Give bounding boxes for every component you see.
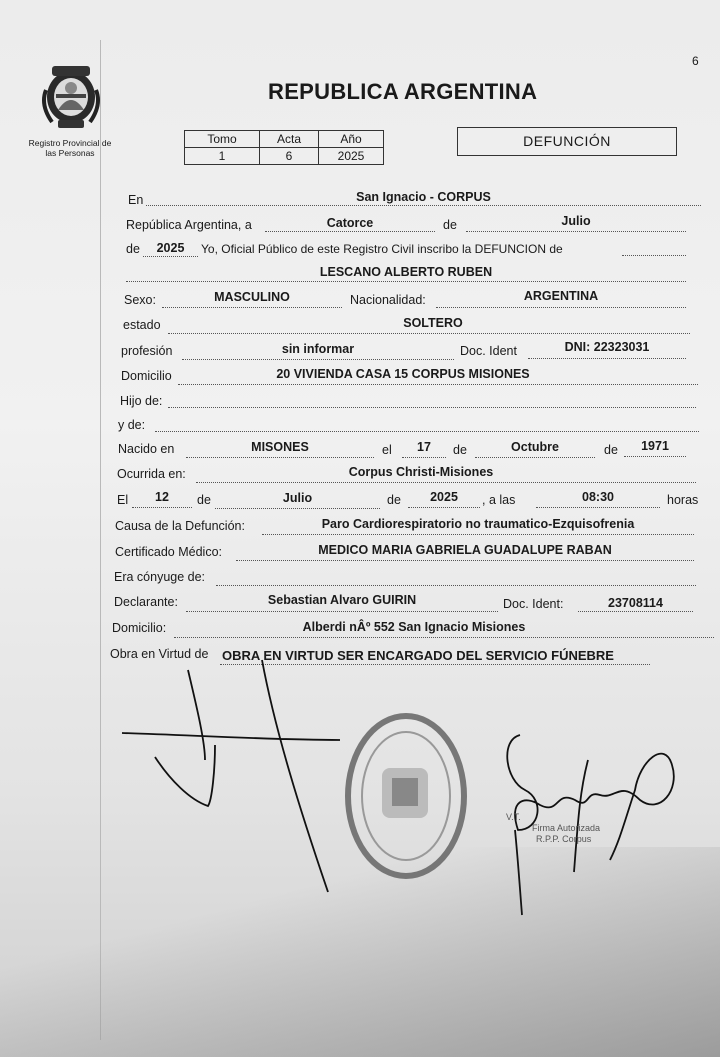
tomo-label: Tomo [185,131,260,148]
label-domicilio: Domicilio [121,369,172,383]
label-de-n2: de [604,443,618,457]
label-doc-ident-2: Doc. Ident: [503,597,564,611]
label-ocurrida-en: Ocurrida en: [117,467,186,481]
label-causa: Causa de la Defunción: [115,519,245,533]
stamp-line-1: V.T. [506,812,521,822]
label-doc-ident: Doc. Ident [460,344,517,358]
authority-value: OBRA EN VIRTUD SER ENCARGADO DEL SERVICIO FÚNEBRE [222,648,614,663]
registry-line-2: las Personas [45,148,95,158]
label-profesion: profesión [121,344,173,358]
label-de-o2: de [387,493,401,507]
label-certificado: Certificado Médico: [115,545,222,559]
document-title: REPUBLICA ARGENTINA [268,79,538,104]
civil-status-value: SOLTERO [403,316,463,330]
place-value: San Ignacio - CORPUS [356,190,491,204]
act-type-box: DEFUNCIÓN [457,127,677,156]
declarant-doc-value: 23708114 [608,596,663,610]
anio-label: Año [319,131,384,148]
label-domicilio-2: Domicilio: [112,621,167,635]
label-declarante: Declarante: [114,595,178,609]
label-de-n1: de [453,443,467,457]
dni-value: DNI: 22323031 [564,340,650,354]
official-seal-icon [348,716,464,876]
label-en: En [128,193,144,207]
birth-year-value: 1971 [641,439,669,453]
profession-value: sin informar [281,342,355,356]
nationality-value: ARGENTINA [523,289,599,303]
place-of-death-value: Corpus Christi-Misiones [348,465,494,479]
year-value: 2025 [156,241,185,255]
label-republica: República Argentina, a [126,218,252,232]
declarant-signature-icon [122,660,340,892]
official-stamp [506,812,600,845]
label-estado: estado [123,318,161,332]
day-value: Catorce [326,216,374,230]
birth-day-value: 17 [417,440,431,454]
label-nacido-en: Nacido en [118,442,175,456]
declarant-address-value: Alberdi nÂº 552 San Ignacio Misiones [302,620,526,634]
stamp-line-3: R.P.P. Corpus [536,834,592,844]
label-y-de: y de: [118,418,146,432]
death-day-value: 12 [155,490,169,504]
label-a-las: , a las [482,493,516,507]
death-year-value: 2025 [430,490,458,504]
label-de-2: de [126,242,140,256]
label-el: el [382,443,392,457]
sex-value: MASCULINO [214,290,290,304]
label-obra: Obra en Virtud de [110,647,209,661]
declarant-value: Sebastian Alvaro GUIRIN [267,593,417,607]
label-horas: horas [667,493,699,507]
deceased-name: LESCANO ALBERTO RUBEN [319,265,493,279]
birthplace-value: MISONES [251,440,309,454]
death-time-value: 08:30 [582,490,614,504]
registry-line-1: Registro Provincial de [28,138,112,148]
label-de: de [443,218,457,232]
tomo-value: 1 [185,148,260,165]
label-el-2: El [117,493,129,507]
label-hijo-de: Hijo de: [120,394,163,408]
cause-of-death-value: Paro Cardiorespiratorio no traumatico-Ezquisofrenia [321,517,635,531]
medical-certificate-value: MEDICO MARIA GABRIELA GUADALUPE RABAN [318,543,612,557]
birth-month-value: Octubre [511,440,559,454]
death-month-value: Julio [282,491,313,505]
intro-text: Yo, Oficial Público de este Registro Civil inscribo la DEFUNCION de [201,242,563,256]
label-sexo: Sexo: [124,293,156,307]
label-conyuge: Era cónyuge de: [114,570,206,584]
acta-value: 6 [260,148,319,165]
month-value: Julio [561,214,591,228]
label-de-o1: de [197,493,211,507]
page-number: 6 [692,54,699,68]
address-value: 20 VIVIENDA CASA 15 CORPUS MISIONES [276,367,530,381]
label-nacionalidad: Nacionalidad: [350,293,426,307]
anio-value: 2025 [319,148,384,165]
acta-label: Acta [260,131,319,148]
stamp-line-2: Firma Autorizada [532,823,601,833]
